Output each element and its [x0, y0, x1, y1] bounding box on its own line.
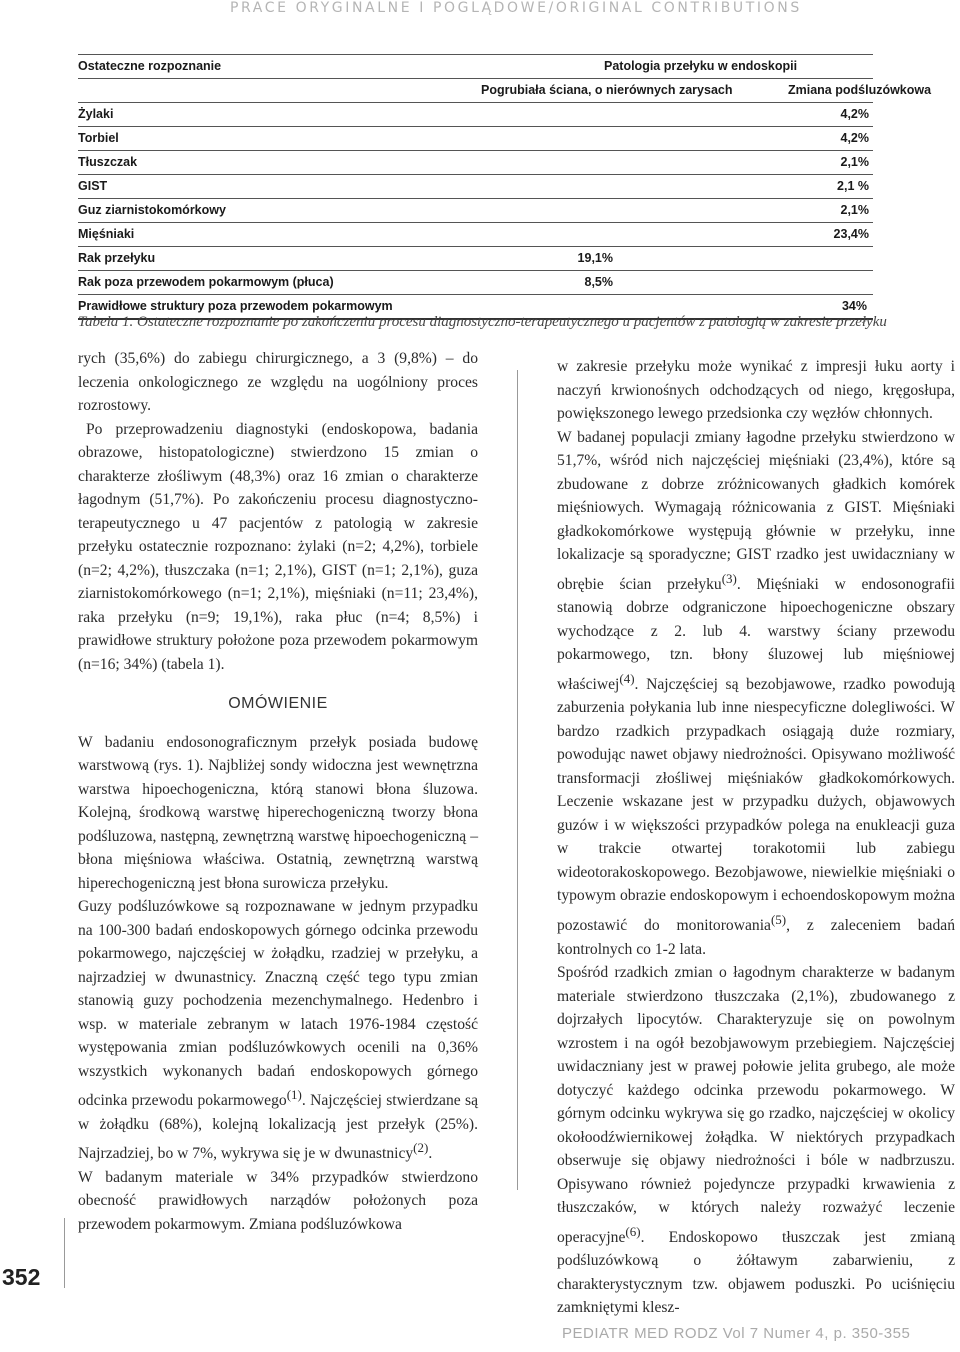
col-header-diagnosis: Ostateczne rozpoznanie: [78, 59, 222, 73]
table-row: [78, 199, 873, 223]
text-run: . Endoskopowo tłuszczak jest zmianą podśluzówkową o żółtawym zabarwieniu, z charakterystycznym tzw. objawem poduszki. Po uciśnięciu zamkniętymi klesz-: [557, 1228, 955, 1317]
reference-marker: (4): [619, 670, 635, 686]
row-label: Żylaki: [78, 107, 114, 121]
journal-footer: PEDIATR MED RODZ Vol 7 Numer 4, p. 350-355: [562, 1325, 911, 1342]
col-header-group: Patologia przełyku w endoskopii: [604, 59, 798, 73]
text-run: Spośród rzadkich zmian o łagodnym charakterze w badanym materiale stwierdzono tłuszczaka (2,1%), zbudowanego z dojrzałych lipocytów. Charakteryzuje się on powolnym wzrostem i na ogół bezobjawowym przebiegiem. Najczęściej uwidaczniany jest w prawej połowie jelita grubego, ale może dotyczyć każdego odcinka przewodu pokarmowego. W górnym odcinku wykrywa się go rzadko, najczęściej w okolicy okołoodźwiernikowej żołądka. W niektórych przypadkach obserwuje się objawy niedrożności i bóle w nadbrzuszu. Opisywano również pojedyncze przypadki krwawienia z tłuszczaków, w których należy rozważyć leczenie operacyjne: [557, 964, 955, 1246]
row-label: Torbiel: [78, 131, 119, 145]
col-header-submucosal: Zmiana podśluzówkowa: [788, 83, 932, 97]
text-run: .: [428, 1145, 433, 1163]
row-label: Prawidłowe struktury poza przewodem pokarmowym: [78, 299, 393, 313]
row-submucosal: 34%: [841, 299, 867, 313]
row-thick-wall: 8,5%: [584, 275, 613, 289]
row-submucosal: 4,2%: [840, 107, 869, 121]
reference-marker: (3): [721, 570, 737, 586]
row-label: Guz ziarnistokomórkowy: [78, 203, 226, 217]
table-row: [78, 127, 873, 151]
page-number: 352: [2, 1264, 41, 1290]
page-number-rule: [64, 1218, 65, 1288]
section-heading: OMÓWIENIE: [228, 695, 328, 712]
row-label: Rak poza przewodem pokarmowym (płuca): [78, 275, 334, 289]
left-text-column: [78, 347, 478, 1236]
text-run: , z zaleceniem badań kontrolnych co 1-2 lata.: [557, 917, 955, 958]
paragraph: W badanym materiale w 34% przypadków stwierdzono obecność prawidłowych narządów położonych poza przewodem pokarmowym. Zmiana podśluzówkowa: [78, 1168, 478, 1233]
row-thick-wall: 19,1%: [577, 251, 613, 265]
row-submucosal: 4,2%: [840, 131, 869, 145]
paragraph: Po przeprowadzeniu diagnostyki (endoskopowa, badania obrazowe, histopatologiczne) stwierdzono 15 zmian o charakterze złośliwym (48,3%) oraz 16 zmian o charakterze łagodnym (51,7%). Po zakończeniu procesu diagnostyczno-terapeutycznego u 47 pacjentów z patologią w zakresie przełyku ostatecznie rozpoznano: żylaki (n=2; 4,2%), torbiele (n=2; 4,2%), tłuszczaka (n=1; 2,1%), GIST (n=1; 2,1%), guza ziarnistokomórkowego (n=1; 2,1%), mięśniaki (n=11; 23,4%), raka przełyku (n=9; 19,1%), raka płuc (n=4; 8,5%) i prawidłowe struktury położone poza przewodem pokarmowym (n=16; 34%) (tabela 1).: [78, 420, 478, 673]
row-submucosal: 2,1%: [840, 203, 869, 217]
text-run: W badanej populacji zmiany łagodne przełyku stwierdzono w 51,7%, wśród nich najczęściej mięśniaki (23,4%), które są zbudowane z dobrze zróżnicowanych gładkich komórek mięśniowych. Wymagają różnicowania z GIST. Mięśniaki gładkokomórkowe występują głównie w przełyku, inne lokalizacje są sporadyczne; GIST rzadko jest uwidaczniany w obrębie ścian przełyku: [557, 428, 955, 593]
row-label: Tłuszczak: [78, 155, 138, 169]
paragraph: [78, 895, 478, 1166]
running-header: PRACE ORYGINALNE I POGLĄDOWE/ORIGINAL CONTRIBUTIONS: [230, 0, 802, 16]
row-submucosal: 23,4%: [833, 227, 869, 241]
table-header-row: [78, 54, 873, 79]
table-row: [78, 223, 873, 247]
column-divider: [517, 370, 518, 1190]
paragraph: W badaniu endosonograficznym przełyk posiada budowę warstwową (rys. 1). Najbliżej sondy widoczna jest wewnętrzna warstwa hipoechogeniczna, którą stanowi błona śluzowa. Kolejną, środkową warstwę hiperechogeniczną tworzy błona podśluzowa, następną, zewnętrzną warstwę hipoechogeniczną – błona mięśniowa właściwa. Ostatnią, zewnętrzną warstwą hiperechogeniczną jest błona surowicza przełyku.: [78, 733, 478, 892]
table-row: [78, 151, 873, 175]
paragraph: [557, 426, 955, 962]
table-row: [78, 103, 873, 127]
reference-marker: (5): [770, 911, 787, 927]
table-caption: Tabela 1. Ostateczne rozpoznanie po zakończeniu procesu diagnostyczno-terapeutycznego u pacjentów z patologią w zakresie przełyku: [78, 314, 887, 330]
table-row: [78, 247, 873, 271]
col-header-thick-wall: Pogrubiała ściana, o nierównych zarysach: [481, 83, 733, 97]
paragraph: rych (35,6%) do zabiegu chirurgicznego, a 3 (9,8%) – do leczenia onkologicznego ze względu na uogólniony proces rozrostowy.: [78, 350, 478, 414]
table-row: [78, 175, 873, 199]
text-run: . Najczęściej stwierdzane są w żołądku (68%), kolejną lokalizacją jest przełyk (25%). Najrzadziej, bo w 7%, wykrywa się je w dwunastnicy: [78, 1092, 479, 1163]
row-label: GIST: [78, 179, 108, 193]
table-row: [78, 271, 873, 295]
reference-marker: (1): [286, 1087, 302, 1102]
text-run: . Najczęściej są bezobjawowe, rzadko powodują zaburzenia połykania lub inne niespecyficzne dolegliwości. W bardzo rzadkich przypadkach osiągają duże rozmiary, powodując nawet objawy niedrożności. Opisywano możliwość transformacji złośliwej mięśniaków gładkokomórkowych. Leczenie wskazane jest w przypadku dużych, objawowych guzów i w większości przypadków polega na enukleacji guza w trakcie otwartej torakotomii lub zabiegu wideotorakoskopowego. Bezobjawowe, niewielkie mięśniaki o typowym obrazie endoskopowym i echoendoskopowym można pozostawić do monitorowania: [557, 675, 955, 935]
row-submucosal: 2,1 %: [837, 179, 869, 193]
table-subheader-row: [78, 79, 932, 103]
reference-marker: (6): [625, 1223, 641, 1239]
results-table: [78, 54, 932, 320]
reference-marker: (2): [413, 1140, 429, 1156]
right-text-column: [557, 355, 955, 1320]
row-label: Mięśniaki: [78, 227, 135, 241]
text-run: Guzy podśluzówkowe są rozpoznawane w jednym przypadku na 100-300 badań endoskopowych górnego odcinka przewodu pokarmowego, najczęściej w żołądku, rzadziej w przełyku, a najrzadziej w dwunastnicy. Znaczną część tego typu zmian stanowią guzy pochodzenia mezenchymalnego. Hedenbro i wsp. w materiale zebranym w latach 1976-1984 częstość występowania zmian podśluzówkowych ocenili na 0,36% wszystkich wykonanych badań endoskopowych górnego odcinka przewodu pokarmowego: [78, 898, 478, 1110]
paragraph: [557, 961, 955, 1320]
row-label: Rak przełyku: [78, 251, 156, 265]
paragraph: w zakresie przełyku może wynikać z impresji łuku aorty i naczyń krwionośnych odchodzących od niego, kręgosłupa, powiększonego lewego przedsionka czy węzłów chłonnych.: [557, 358, 955, 422]
row-submucosal: 2,1%: [840, 155, 869, 169]
text-run: . Mięśniaki w endosonografii stanowią dobrze odgraniczone hipoechogeniczne obszary wychodzące z 2. lub 4. warstwy ściany przewodu pokarmowego, tzn. błony śluzowej lub mięśniowej właściwej: [557, 575, 955, 693]
